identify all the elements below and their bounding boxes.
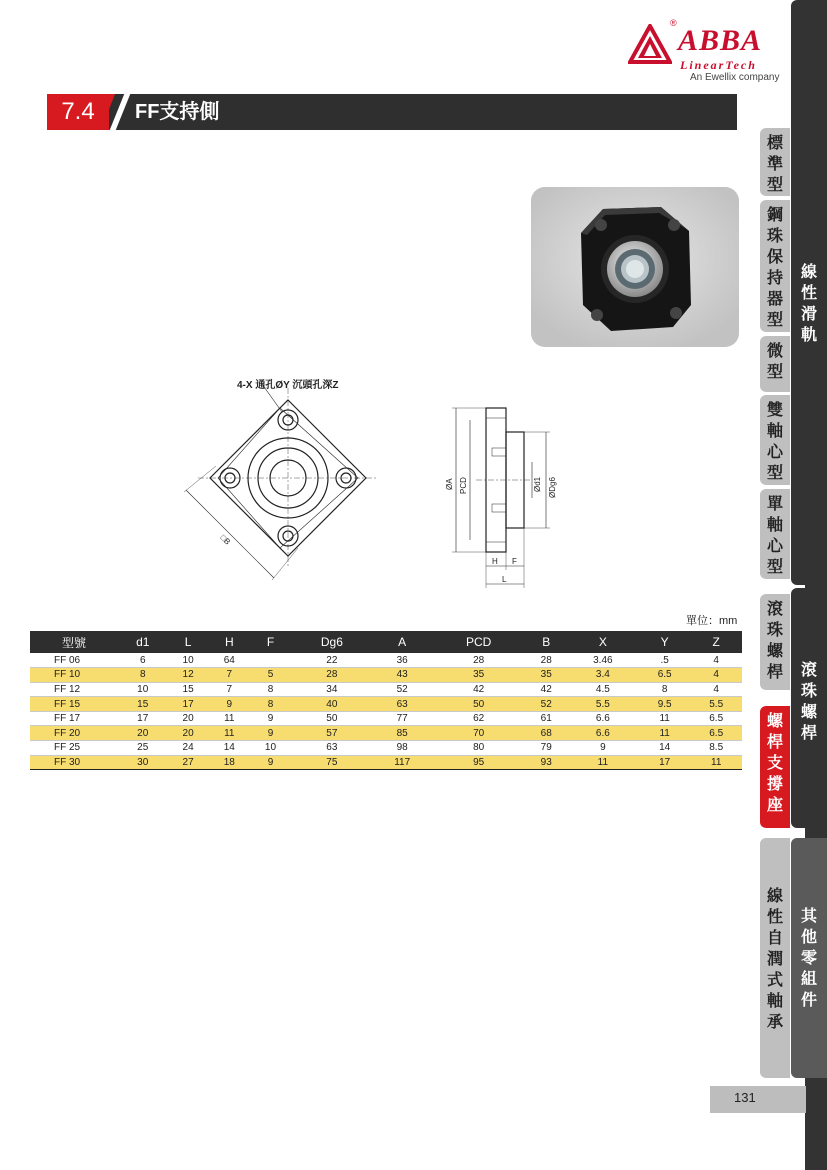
table-cell: 52 bbox=[526, 697, 567, 712]
table-cell: 15 bbox=[167, 682, 208, 697]
table-cell: 70 bbox=[432, 726, 526, 741]
brand-sub: LinearTech bbox=[680, 58, 757, 72]
table-cell: 24 bbox=[167, 741, 208, 756]
unit-label: 單位：mm bbox=[686, 615, 738, 627]
table-cell: 9 bbox=[209, 697, 250, 712]
tab-single-axis[interactable] bbox=[760, 489, 790, 579]
table-cell: 6 bbox=[118, 653, 167, 668]
table-cell: 63 bbox=[373, 697, 432, 712]
tab-label: 微型 bbox=[766, 343, 783, 381]
tab-label: 標準型 bbox=[766, 135, 783, 194]
table-cell: 17 bbox=[639, 755, 691, 770]
table-cell: 11 bbox=[567, 755, 639, 770]
table-cell: 3.4 bbox=[567, 668, 639, 683]
tab-miniature[interactable] bbox=[760, 336, 790, 392]
table-cell: 9.5 bbox=[639, 697, 691, 712]
table-cell: 77 bbox=[373, 711, 432, 726]
table-cell: 18 bbox=[209, 755, 250, 770]
registered-mark: ® bbox=[670, 18, 677, 28]
table-cell: 4 bbox=[690, 668, 742, 683]
table-cell: 42 bbox=[432, 682, 526, 697]
table-cell: FF 25 bbox=[30, 741, 118, 756]
table-cell: 10 bbox=[167, 653, 208, 668]
section-title-bar bbox=[47, 94, 737, 130]
table-row bbox=[30, 755, 742, 770]
table-cell: 6.6 bbox=[567, 711, 639, 726]
table-cell: 117 bbox=[373, 755, 432, 770]
col-l: L bbox=[167, 631, 208, 653]
label-l: L bbox=[502, 575, 507, 584]
table-cell: 12 bbox=[167, 668, 208, 683]
table-cell: 8 bbox=[250, 697, 291, 712]
table-cell: 34 bbox=[291, 682, 373, 697]
table-cell: 11 bbox=[690, 755, 742, 770]
spec-table bbox=[30, 631, 742, 770]
table-cell: 7 bbox=[209, 682, 250, 697]
table-cell: 57 bbox=[291, 726, 373, 741]
table-cell: FF 06 bbox=[30, 653, 118, 668]
col-model: 型號 bbox=[30, 631, 118, 653]
table-row bbox=[30, 741, 742, 756]
table-cell: 28 bbox=[291, 668, 373, 683]
company-text: An Ewellix company bbox=[690, 72, 780, 83]
table-cell: 17 bbox=[118, 711, 167, 726]
table-cell: 62 bbox=[432, 711, 526, 726]
tab-screw-support[interactable] bbox=[760, 706, 790, 828]
table-cell: 52 bbox=[373, 682, 432, 697]
table-cell: 40 bbox=[291, 697, 373, 712]
table-cell: 35 bbox=[432, 668, 526, 683]
col-f: F bbox=[250, 631, 291, 653]
table-cell: FF 15 bbox=[30, 697, 118, 712]
table-cell: 20 bbox=[167, 711, 208, 726]
side-group-label: 線性滑軌 bbox=[800, 264, 817, 344]
label-a: ØA bbox=[445, 478, 454, 490]
table-cell: 15 bbox=[118, 697, 167, 712]
table-cell: 3.46 bbox=[567, 653, 639, 668]
tab-ball-screw[interactable] bbox=[760, 594, 790, 690]
side-group-label: 其他零組件 bbox=[800, 908, 817, 1009]
col-d1: d1 bbox=[118, 631, 167, 653]
table-cell: 25 bbox=[118, 741, 167, 756]
table-cell: 95 bbox=[432, 755, 526, 770]
label-b: □B bbox=[218, 533, 233, 547]
table-cell: 98 bbox=[373, 741, 432, 756]
table-cell: FF 30 bbox=[30, 755, 118, 770]
table-cell: 4 bbox=[690, 682, 742, 697]
table-header-row bbox=[30, 631, 742, 653]
tab-label: 滾珠螺桿 bbox=[766, 601, 783, 681]
label-f: F bbox=[512, 557, 517, 566]
technical-drawing bbox=[180, 370, 580, 600]
table-cell: 20 bbox=[167, 726, 208, 741]
table-cell: FF 17 bbox=[30, 711, 118, 726]
hole-callout: 4-X 通孔ØY 沉頭孔深Z bbox=[237, 380, 339, 391]
table-cell: 27 bbox=[167, 755, 208, 770]
side-group-linear-guide[interactable] bbox=[791, 0, 827, 585]
section-number: 7.4 bbox=[47, 94, 109, 130]
tab-label: 螺桿支撐座 bbox=[766, 713, 783, 814]
tab-label: 線性自潤式軸承 bbox=[766, 888, 783, 1031]
table-cell: 68 bbox=[526, 726, 567, 741]
table-cell: 9 bbox=[250, 711, 291, 726]
table-cell: 8 bbox=[639, 682, 691, 697]
table-cell: 5.5 bbox=[690, 697, 742, 712]
label-pcd: PCD bbox=[459, 477, 468, 494]
table-cell: .5 bbox=[639, 653, 691, 668]
table-cell: 17 bbox=[167, 697, 208, 712]
table-cell: 11 bbox=[639, 726, 691, 741]
table-cell: 11 bbox=[209, 711, 250, 726]
abba-logo-icon bbox=[628, 24, 672, 64]
table-cell: FF 12 bbox=[30, 682, 118, 697]
table-cell: 9 bbox=[250, 726, 291, 741]
table-cell: 28 bbox=[526, 653, 567, 668]
table-cell: 50 bbox=[432, 697, 526, 712]
brand-name: ABBA bbox=[678, 24, 763, 57]
table-cell: 43 bbox=[373, 668, 432, 683]
col-a: A bbox=[373, 631, 432, 653]
table-cell: FF 10 bbox=[30, 668, 118, 683]
table-cell: 4 bbox=[690, 653, 742, 668]
side-group-label: 滾珠螺桿 bbox=[800, 662, 817, 742]
table-cell: 11 bbox=[209, 726, 250, 741]
table-row bbox=[30, 697, 742, 712]
table-row bbox=[30, 668, 742, 683]
table-cell: 22 bbox=[291, 653, 373, 668]
table-cell: 6.5 bbox=[690, 726, 742, 741]
table-cell: 28 bbox=[432, 653, 526, 668]
table-cell bbox=[250, 653, 291, 668]
table-cell: 6.5 bbox=[639, 668, 691, 683]
table-cell: 6.5 bbox=[690, 711, 742, 726]
table-cell: 9 bbox=[567, 741, 639, 756]
table-row bbox=[30, 653, 742, 668]
table-cell: 79 bbox=[526, 741, 567, 756]
table-cell: 10 bbox=[250, 741, 291, 756]
table-cell: 36 bbox=[373, 653, 432, 668]
table-cell: 93 bbox=[526, 755, 567, 770]
tab-label: 雙軸心型 bbox=[766, 402, 783, 482]
table-cell: 20 bbox=[118, 726, 167, 741]
table-cell: 8.5 bbox=[690, 741, 742, 756]
table-cell: 8 bbox=[250, 682, 291, 697]
label-h: H bbox=[492, 557, 498, 566]
page-number: 131 bbox=[710, 1086, 806, 1113]
table-cell: 61 bbox=[526, 711, 567, 726]
table-cell: 4.5 bbox=[567, 682, 639, 697]
table-row bbox=[30, 682, 742, 697]
table-cell: 50 bbox=[291, 711, 373, 726]
table-cell: FF 20 bbox=[30, 726, 118, 741]
table-row bbox=[30, 726, 742, 741]
tab-dual-axis[interactable] bbox=[760, 395, 790, 485]
tab-label: 鋼珠保持器型 bbox=[766, 207, 783, 329]
side-group-others[interactable] bbox=[791, 838, 827, 1078]
table-cell: 14 bbox=[209, 741, 250, 756]
table-cell: 80 bbox=[432, 741, 526, 756]
product-photo bbox=[531, 187, 739, 347]
table-cell: 7 bbox=[209, 668, 250, 683]
table-cell: 85 bbox=[373, 726, 432, 741]
section-title: FF支持側 bbox=[135, 101, 220, 123]
table-cell: 11 bbox=[639, 711, 691, 726]
table-row bbox=[30, 711, 742, 726]
col-h: H bbox=[209, 631, 250, 653]
table-cell: 9 bbox=[250, 755, 291, 770]
table-cell: 5.5 bbox=[567, 697, 639, 712]
table-cell: 14 bbox=[639, 741, 691, 756]
label-dg6: ØDg6 bbox=[548, 477, 557, 498]
table-cell: 8 bbox=[118, 668, 167, 683]
col-dg6: Dg6 bbox=[291, 631, 373, 653]
table-cell: 63 bbox=[291, 741, 373, 756]
tab-ball-retainer[interactable] bbox=[760, 200, 790, 332]
support-unit-illustration bbox=[531, 187, 739, 347]
col-pcd: PCD bbox=[432, 631, 526, 653]
table-cell: 42 bbox=[526, 682, 567, 697]
col-b: B bbox=[526, 631, 567, 653]
table-cell: 35 bbox=[526, 668, 567, 683]
tab-self-lube-bearing[interactable] bbox=[760, 838, 790, 1078]
col-x: X bbox=[567, 631, 639, 653]
side-group-ball-screw[interactable] bbox=[791, 588, 827, 828]
tab-standard[interactable] bbox=[760, 128, 790, 196]
col-y: Y bbox=[639, 631, 691, 653]
col-z: Z bbox=[690, 631, 742, 653]
table-cell: 5 bbox=[250, 668, 291, 683]
label-d1: Ød1 bbox=[533, 476, 542, 492]
table-cell: 6.6 bbox=[567, 726, 639, 741]
table-cell: 64 bbox=[209, 653, 250, 668]
table-cell: 75 bbox=[291, 755, 373, 770]
table-cell: 10 bbox=[118, 682, 167, 697]
tab-label: 單軸心型 bbox=[766, 496, 783, 576]
table-cell: 30 bbox=[118, 755, 167, 770]
